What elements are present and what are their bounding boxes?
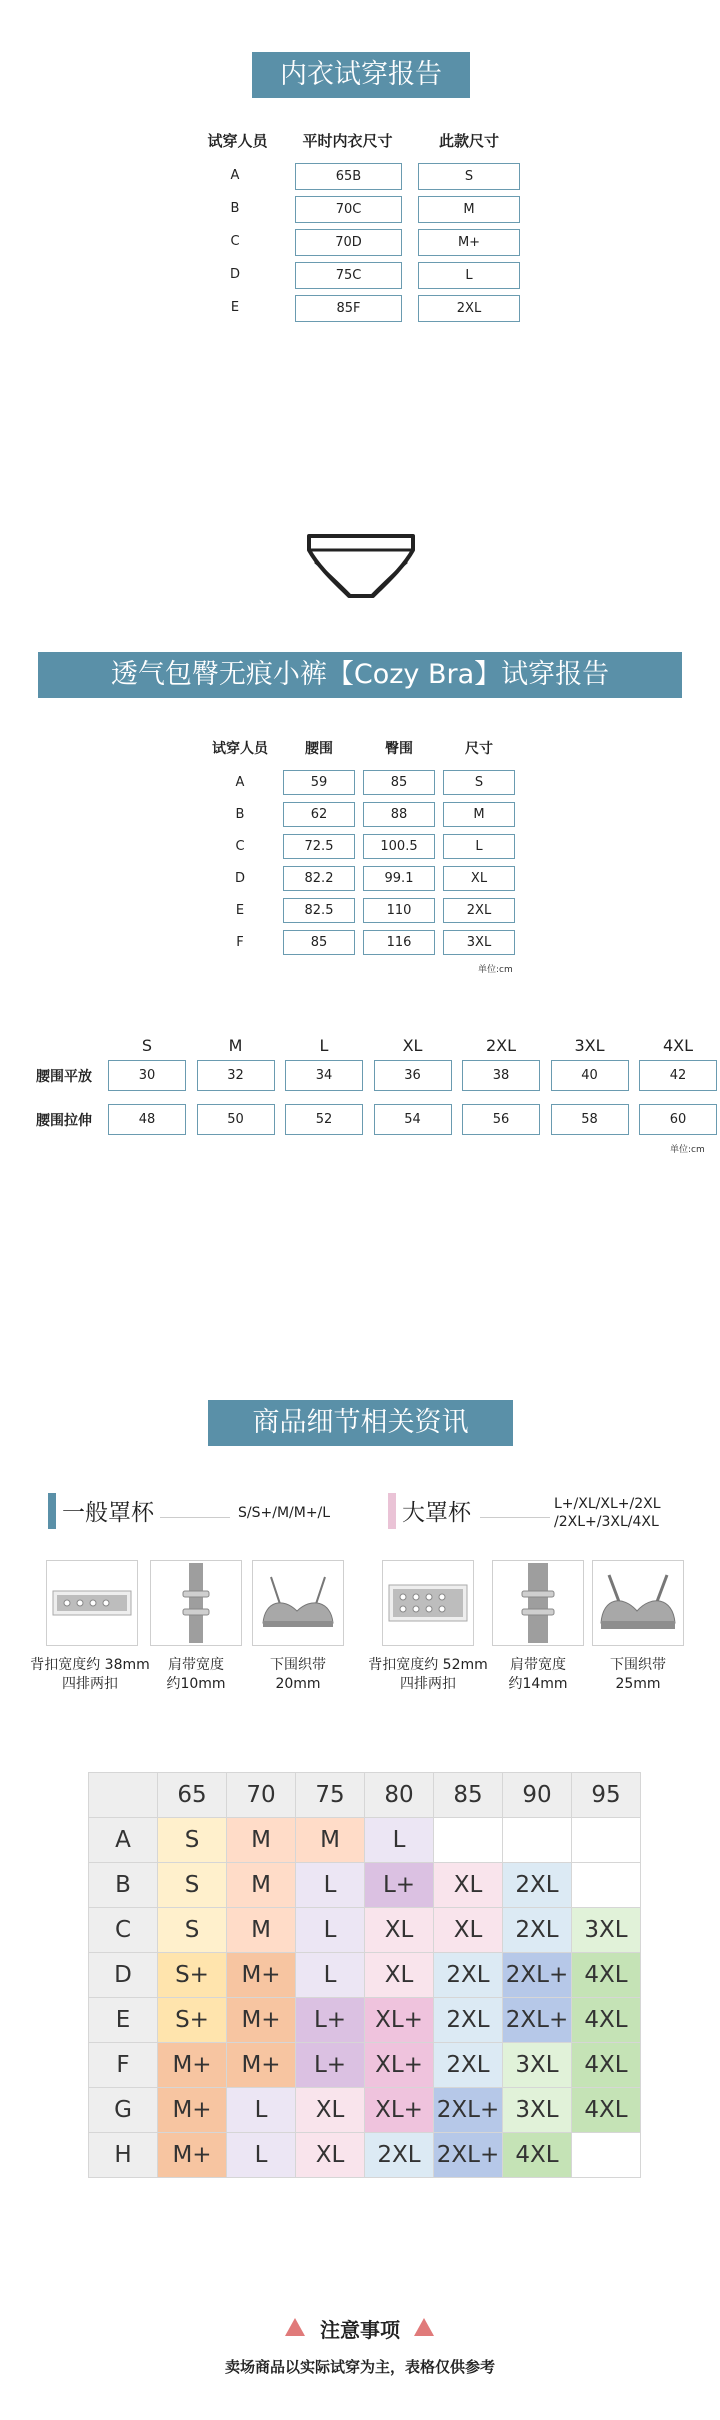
matrix-size-cell: M bbox=[227, 1908, 296, 1953]
s1-cell-usual: 75C bbox=[295, 262, 402, 289]
notice-warning-icon-right bbox=[414, 2318, 434, 2336]
matrix-size-cell: XL+ bbox=[365, 2043, 434, 2088]
large-band-caption: 下围织带 25mm bbox=[610, 1657, 666, 1692]
matrix-size-cell: M+ bbox=[227, 2043, 296, 2088]
s2-cell-hip: 88 bbox=[363, 802, 435, 827]
s1-cell-usual: 65B bbox=[295, 163, 402, 190]
s1-header-this: 此款尺寸 bbox=[438, 132, 499, 150]
notice-title: 注意事项 bbox=[320, 2318, 400, 2342]
s1-cell-usual: 85F bbox=[295, 295, 402, 322]
s3-header-size: 3XL bbox=[574, 1036, 605, 1055]
matrix-row bbox=[89, 1863, 641, 1908]
matrix-band-header: 75 bbox=[296, 1773, 365, 1818]
matrix-size-cell: M+ bbox=[158, 2088, 227, 2133]
matrix-size-cell: 2XL bbox=[365, 2133, 434, 2178]
large-hook-caption: 背扣宽度约 52mm 四排两扣 bbox=[368, 1657, 488, 1692]
large-strap-image bbox=[492, 1560, 584, 1646]
s2-cell-waist: 82.2 bbox=[283, 866, 355, 891]
matrix-row bbox=[89, 2043, 641, 2088]
s3-cell-flat: 36 bbox=[374, 1060, 452, 1091]
s2-cell-hip: 99.1 bbox=[363, 866, 435, 891]
s1-cell-usual: 70C bbox=[295, 196, 402, 223]
s3-row-label-stretch: 腰围拉伸 bbox=[36, 1113, 92, 1129]
matrix-row bbox=[89, 1998, 641, 2043]
matrix-cup-header: C bbox=[89, 1908, 158, 1953]
matrix-band-header: 90 bbox=[503, 1773, 572, 1818]
s3-cell-stretch: 50 bbox=[197, 1104, 275, 1135]
matrix-size-cell: XL+ bbox=[365, 1998, 434, 2043]
normal-bra-image bbox=[252, 1560, 344, 1646]
matrix-cup-header: E bbox=[89, 1998, 158, 2043]
s3-cell-stretch: 52 bbox=[285, 1104, 363, 1135]
s1-row-person: E bbox=[230, 300, 240, 315]
normal-band-caption: 下围织带 20mm bbox=[270, 1657, 326, 1692]
s3-header-size: M bbox=[228, 1036, 243, 1055]
matrix-size-cell: L bbox=[296, 1908, 365, 1953]
matrix-band-header: 85 bbox=[434, 1773, 503, 1818]
matrix-size-cell: 4XL bbox=[503, 2133, 572, 2178]
matrix-size-cell: M bbox=[227, 1818, 296, 1863]
matrix-size-cell: M+ bbox=[158, 2133, 227, 2178]
s2-cell-hip: 100.5 bbox=[363, 834, 435, 859]
s2-row-person: F bbox=[236, 935, 244, 950]
matrix-row bbox=[89, 1908, 641, 1953]
matrix-corner-cell bbox=[89, 1773, 158, 1818]
s3-cell-flat: 40 bbox=[551, 1060, 629, 1091]
matrix-size-cell: L bbox=[227, 2133, 296, 2178]
matrix-row bbox=[89, 1818, 641, 1863]
large-cup-divider bbox=[480, 1517, 550, 1518]
matrix-size-cell: M+ bbox=[158, 2043, 227, 2088]
matrix-size-cell: S+ bbox=[158, 1998, 227, 2043]
s1-row-person: A bbox=[230, 168, 240, 183]
large-hook-image bbox=[382, 1560, 474, 1646]
matrix-size-cell: M bbox=[227, 1863, 296, 1908]
normal-cup-sizes: S/S+/M/M+/L bbox=[238, 1505, 331, 1521]
s1-header-usual: 平时内衣尺寸 bbox=[302, 132, 393, 150]
matrix-size-cell: XL+ bbox=[365, 2088, 434, 2133]
s2-cell-size: 2XL bbox=[443, 898, 515, 923]
matrix-size-cell: 2XL bbox=[434, 1953, 503, 1998]
section3-unit: 单位:cm bbox=[670, 1145, 705, 1155]
s1-cell-this: 2XL bbox=[418, 295, 520, 322]
s1-row-person: C bbox=[230, 234, 240, 249]
s2-cell-waist: 72.5 bbox=[283, 834, 355, 859]
matrix-size-cell: 3XL bbox=[503, 2088, 572, 2133]
normal-strap-caption: 肩带宽度 约10mm bbox=[166, 1657, 226, 1692]
s2-row-person: C bbox=[235, 839, 245, 854]
matrix-size-cell bbox=[434, 1818, 503, 1863]
matrix-band-header: 95 bbox=[572, 1773, 641, 1818]
matrix-size-cell: S bbox=[158, 1863, 227, 1908]
section2-title: 透气包臀无痕小裤【Cozy Bra】试穿报告 bbox=[110, 659, 610, 690]
matrix-size-cell bbox=[572, 2133, 641, 2178]
s2-cell-size: XL bbox=[443, 866, 515, 891]
matrix-row bbox=[89, 2133, 641, 2178]
s2-header-person: 试穿人员 bbox=[212, 741, 268, 757]
s1-row-person: B bbox=[230, 201, 240, 216]
s2-row-person: B bbox=[235, 807, 245, 822]
matrix-size-cell: XL bbox=[296, 2133, 365, 2178]
section1-title: 内衣试穿报告 bbox=[280, 59, 442, 90]
large-cup-sizes-line2: /2XL+/3XL/4XL bbox=[554, 1514, 659, 1530]
matrix-size-cell: 2XL+ bbox=[434, 2133, 503, 2178]
matrix-size-cell: XL bbox=[365, 1953, 434, 1998]
matrix-size-cell bbox=[503, 1818, 572, 1863]
s3-header-size: S bbox=[141, 1036, 153, 1055]
s3-cell-flat: 30 bbox=[108, 1060, 186, 1091]
large-cup-sizes-line1: L+/XL/XL+/2XL bbox=[554, 1496, 661, 1512]
matrix-cup-header: F bbox=[89, 2043, 158, 2088]
s2-header-hip: 臀围 bbox=[385, 741, 413, 757]
matrix-size-cell: L bbox=[296, 1953, 365, 1998]
s3-header-size: 2XL bbox=[485, 1036, 517, 1055]
s2-row-person: E bbox=[235, 903, 245, 918]
bra-size-matrix bbox=[88, 1772, 641, 2178]
s2-cell-size: S bbox=[443, 770, 515, 795]
matrix-band-header: 80 bbox=[365, 1773, 434, 1818]
s1-cell-this: M bbox=[418, 196, 520, 223]
s2-cell-waist: 82.5 bbox=[283, 898, 355, 923]
s3-header-size: L bbox=[319, 1036, 329, 1055]
underwear-icon bbox=[303, 528, 419, 610]
matrix-size-cell: L bbox=[365, 1818, 434, 1863]
s2-cell-hip: 85 bbox=[363, 770, 435, 795]
s3-cell-stretch: 54 bbox=[374, 1104, 452, 1135]
matrix-row bbox=[89, 2088, 641, 2133]
matrix-size-cell: 4XL bbox=[572, 2043, 641, 2088]
section4-title-banner bbox=[208, 1400, 513, 1446]
matrix-cup-header: A bbox=[89, 1818, 158, 1863]
s2-cell-size: M bbox=[443, 802, 515, 827]
normal-hook-caption: 背扣宽度约 38mm 四排两扣 bbox=[30, 1657, 150, 1692]
matrix-cup-header: H bbox=[89, 2133, 158, 2178]
matrix-size-cell: XL bbox=[434, 1908, 503, 1953]
matrix-band-header: 70 bbox=[227, 1773, 296, 1818]
s1-row-person: D bbox=[229, 267, 240, 282]
matrix-size-cell: 3XL bbox=[503, 2043, 572, 2088]
normal-hook-image bbox=[46, 1560, 138, 1646]
matrix-size-cell: 3XL bbox=[572, 1908, 641, 1953]
matrix-size-cell: 2XL+ bbox=[503, 1998, 572, 2043]
s3-cell-flat: 32 bbox=[197, 1060, 275, 1091]
matrix-size-cell: 4XL bbox=[572, 1953, 641, 1998]
matrix-cup-header: B bbox=[89, 1863, 158, 1908]
section2-unit: 单位:cm bbox=[478, 965, 513, 975]
matrix-band-header: 65 bbox=[158, 1773, 227, 1818]
large-strap-caption: 肩带宽度 约14mm bbox=[508, 1657, 568, 1692]
matrix-size-cell: L+ bbox=[296, 1998, 365, 2043]
notice-text: 卖场商品以实际试穿为主，表格仅供参考 bbox=[224, 2358, 495, 2376]
s3-header-size: XL bbox=[402, 1036, 423, 1055]
matrix-size-cell: XL bbox=[296, 2088, 365, 2133]
s2-cell-hip: 110 bbox=[363, 898, 435, 923]
large-cup-marker bbox=[388, 1493, 396, 1529]
s3-cell-stretch: 58 bbox=[551, 1104, 629, 1135]
matrix-size-cell: XL bbox=[365, 1908, 434, 1953]
s1-cell-usual: 70D bbox=[295, 229, 402, 256]
s2-cell-waist: 59 bbox=[283, 770, 355, 795]
matrix-size-cell: 2XL bbox=[503, 1863, 572, 1908]
normal-strap-image bbox=[150, 1560, 242, 1646]
matrix-size-cell: 2XL+ bbox=[434, 2088, 503, 2133]
s1-cell-this: M+ bbox=[418, 229, 520, 256]
matrix-size-cell: L bbox=[296, 1863, 365, 1908]
matrix-cup-header: D bbox=[89, 1953, 158, 1998]
s3-cell-flat: 42 bbox=[639, 1060, 717, 1091]
matrix-size-cell: L bbox=[227, 2088, 296, 2133]
s1-cell-this: L bbox=[418, 262, 520, 289]
s2-header-size: 尺寸 bbox=[465, 741, 493, 757]
s2-row-person: D bbox=[234, 871, 245, 886]
s3-header-size: 4XL bbox=[662, 1036, 694, 1055]
section4-title: 商品细节相关资讯 bbox=[252, 1407, 469, 1438]
matrix-size-cell bbox=[572, 1863, 641, 1908]
matrix-header-row bbox=[89, 1773, 641, 1818]
matrix-size-cell bbox=[572, 1818, 641, 1863]
matrix-cup-header: G bbox=[89, 2088, 158, 2133]
s2-cell-size: 3XL bbox=[443, 930, 515, 955]
matrix-size-cell: S bbox=[158, 1908, 227, 1953]
matrix-size-cell: XL bbox=[434, 1863, 503, 1908]
matrix-size-cell: L+ bbox=[365, 1863, 434, 1908]
matrix-size-cell: M bbox=[296, 1818, 365, 1863]
matrix-size-cell: M+ bbox=[227, 1953, 296, 1998]
s3-cell-flat: 38 bbox=[462, 1060, 540, 1091]
normal-cup-divider bbox=[160, 1517, 230, 1518]
matrix-size-cell: 2XL+ bbox=[503, 1953, 572, 1998]
matrix-size-cell: 4XL bbox=[572, 1998, 641, 2043]
s1-cell-this: S bbox=[418, 163, 520, 190]
s2-cell-waist: 85 bbox=[283, 930, 355, 955]
section1-title-banner bbox=[252, 52, 470, 98]
s3-cell-stretch: 56 bbox=[462, 1104, 540, 1135]
large-bra-image bbox=[592, 1560, 684, 1646]
s3-cell-stretch: 48 bbox=[108, 1104, 186, 1135]
matrix-size-cell: 2XL bbox=[503, 1908, 572, 1953]
matrix-size-cell: S+ bbox=[158, 1953, 227, 1998]
matrix-size-cell: 2XL bbox=[434, 2043, 503, 2088]
s2-row-person: A bbox=[235, 775, 245, 790]
s2-cell-waist: 62 bbox=[283, 802, 355, 827]
matrix-size-cell: 4XL bbox=[572, 2088, 641, 2133]
s3-cell-stretch: 60 bbox=[639, 1104, 717, 1135]
normal-cup-label: 一般罩杯 bbox=[62, 1500, 154, 1526]
s2-cell-hip: 116 bbox=[363, 930, 435, 955]
notice-warning-icon-left bbox=[285, 2318, 305, 2336]
matrix-size-cell: S bbox=[158, 1818, 227, 1863]
s1-header-person: 试穿人员 bbox=[207, 132, 268, 150]
s2-header-waist: 腰围 bbox=[305, 741, 333, 757]
s3-cell-flat: 34 bbox=[285, 1060, 363, 1091]
section2-title-banner bbox=[38, 652, 682, 698]
matrix-row bbox=[89, 1953, 641, 1998]
matrix-size-cell: L+ bbox=[296, 2043, 365, 2088]
normal-cup-marker bbox=[48, 1493, 56, 1529]
s2-cell-size: L bbox=[443, 834, 515, 859]
matrix-size-cell: 2XL bbox=[434, 1998, 503, 2043]
large-cup-label: 大罩杯 bbox=[402, 1500, 471, 1526]
s3-row-label-flat: 腰围平放 bbox=[36, 1069, 92, 1085]
matrix-size-cell: M+ bbox=[227, 1998, 296, 2043]
